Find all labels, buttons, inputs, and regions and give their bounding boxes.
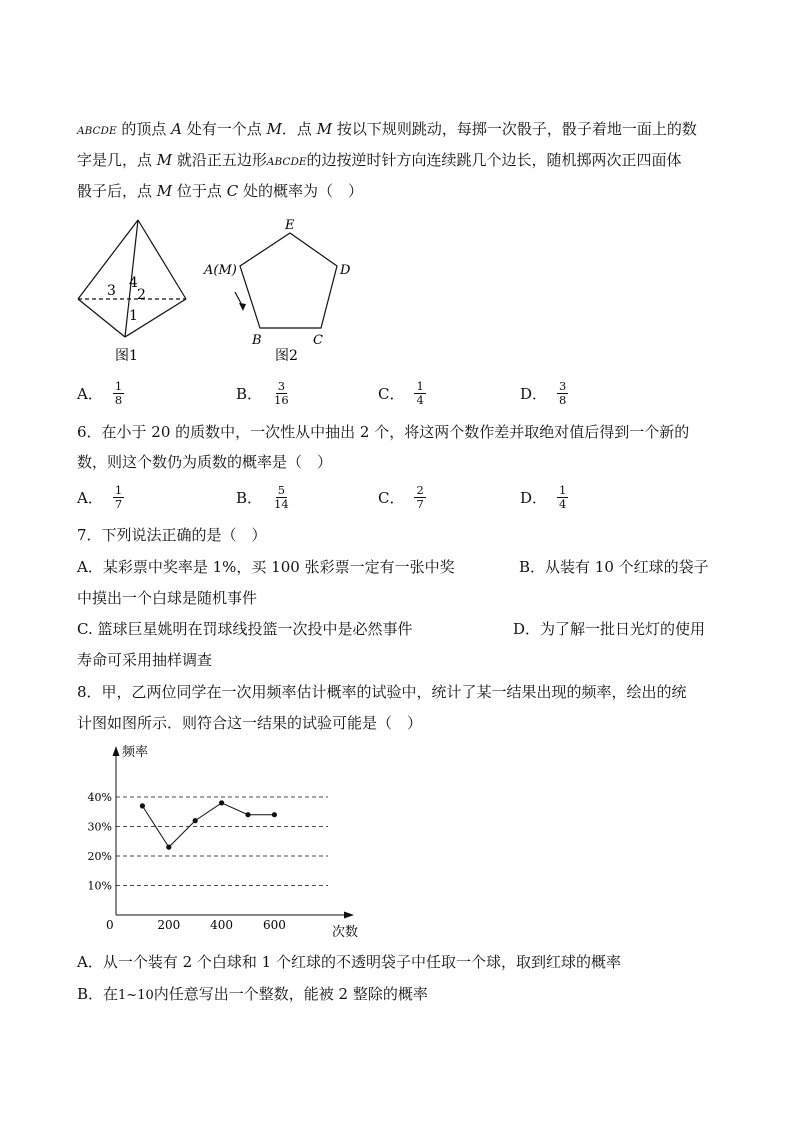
q5-option-c[interactable]: C． $\frac{1}{4}$: [378, 379, 424, 407]
q7-option-d-cont: 寿命可采用抽样调查: [77, 651, 213, 669]
data-point: [272, 812, 277, 817]
series-line: [142, 803, 274, 847]
y-axis-arrow: [113, 746, 120, 756]
q5-option-a[interactable]: A． $\frac{1}{8}$: [77, 379, 123, 407]
q5-line-3: 骰子后，点 M 位于点 C 处的概率为（ ）: [77, 182, 363, 200]
tetrahedron-figure: [70, 216, 200, 366]
y-tick-label: 20%: [87, 850, 112, 863]
q8-line-2: 计图如图所示．则符合这一结果的试验可能是（ ）: [77, 714, 423, 732]
q8-option-b[interactable]: B．在1~10内任意写出一个整数，能被 2 整除的概率: [77, 985, 428, 1003]
x-tick-label: 400: [210, 918, 234, 932]
q7-option-d[interactable]: D．为了解一批日光灯的使用: [513, 620, 706, 638]
data-point: [140, 803, 145, 808]
figure-1-caption: 图1: [115, 348, 138, 364]
data-point: [193, 818, 198, 823]
q6-line-2: 数，则这个数仍为质数的概率是（ ）: [77, 453, 333, 471]
tetra-face-4: 4: [129, 275, 138, 291]
frequency-line-chart: [87, 740, 366, 945]
arrow-icon: [235, 292, 246, 311]
q8-line-1: 8．甲，乙两位同学在一次用频率估计概率的试验中，统计了某一结果出现的频率，绘出的统: [77, 683, 687, 701]
figure-2-caption: 图2: [275, 348, 298, 364]
vertex-C: C: [313, 333, 323, 348]
tetra-face-3: 3: [107, 283, 116, 299]
q7-option-b[interactable]: B．从装有 10 个红球的袋子: [519, 558, 709, 576]
q6-option-a[interactable]: A． $\frac{1}{7}$: [77, 483, 123, 511]
vertex-E: E: [285, 218, 295, 233]
y-tick-label: 40%: [87, 791, 112, 804]
q6-option-b[interactable]: B． $\frac{5}{14}$: [236, 483, 289, 511]
data-point: [245, 812, 250, 817]
vertex-B: B: [252, 333, 262, 348]
data-point: [219, 800, 224, 805]
y-tick-label: 10%: [87, 879, 112, 893]
q5-option-b[interactable]: B． $\frac{3}{16}$: [236, 379, 289, 407]
q6-option-c[interactable]: C． $\frac{2}{7}$: [378, 483, 424, 511]
x-tick-label: 600: [262, 918, 286, 932]
q5-line-2: 字是几，点 M 就沿正五边形ABCDE的边按逆时针方向连续跳几个边长，随机掷两次正四面体: [77, 151, 682, 169]
pentagon-figure: [200, 214, 370, 369]
x-axis-arrow: [344, 912, 354, 919]
x-axis-label: 次数: [332, 925, 359, 940]
q7-option-c[interactable]: C. 篮球巨星姚明在罚球线投篮一次投中是必然事件: [77, 620, 413, 638]
q7-option-a[interactable]: A．某彩票中奖率是 1%，买 100 张彩票一定有一张中奖: [77, 558, 455, 576]
q8-option-a[interactable]: A．从一个装有 2 个白球和 1 个红球的不透明袋子中任取一个球，取到红球的概率: [77, 953, 621, 971]
y-tick-label: 30%: [87, 820, 112, 834]
tetra-face-1: 1: [129, 308, 138, 324]
q6-option-d[interactable]: D． $\frac{1}{4}$: [520, 483, 567, 511]
origin-label: 0: [106, 918, 114, 932]
q7-stem: 7．下列说法正确的是（ ）: [77, 526, 267, 544]
q5-option-d[interactable]: D． $\frac{3}{8}$: [520, 379, 567, 407]
data-point: [166, 845, 171, 850]
y-axis-label: 频率: [122, 745, 149, 760]
q5-line-1: ABCDE 的顶点 A 处有一个点 M．点 M 按以下规则跳动，每掷一次骰子，骰子着地一面上的数: [77, 120, 697, 138]
q6-line-1: 6．在小于 20 的质数中，一次性从中抽出 2 个，将这两个数作差并取绝对值后得到一个新的: [77, 423, 690, 441]
vertex-D: D: [340, 263, 351, 278]
x-tick-label: 200: [157, 918, 181, 932]
vertex-A-M: A(M): [204, 263, 237, 278]
q7-option-b-cont: 中摸出一个白球是随机事件: [77, 589, 258, 607]
tetra-face-2: 2: [137, 287, 146, 303]
